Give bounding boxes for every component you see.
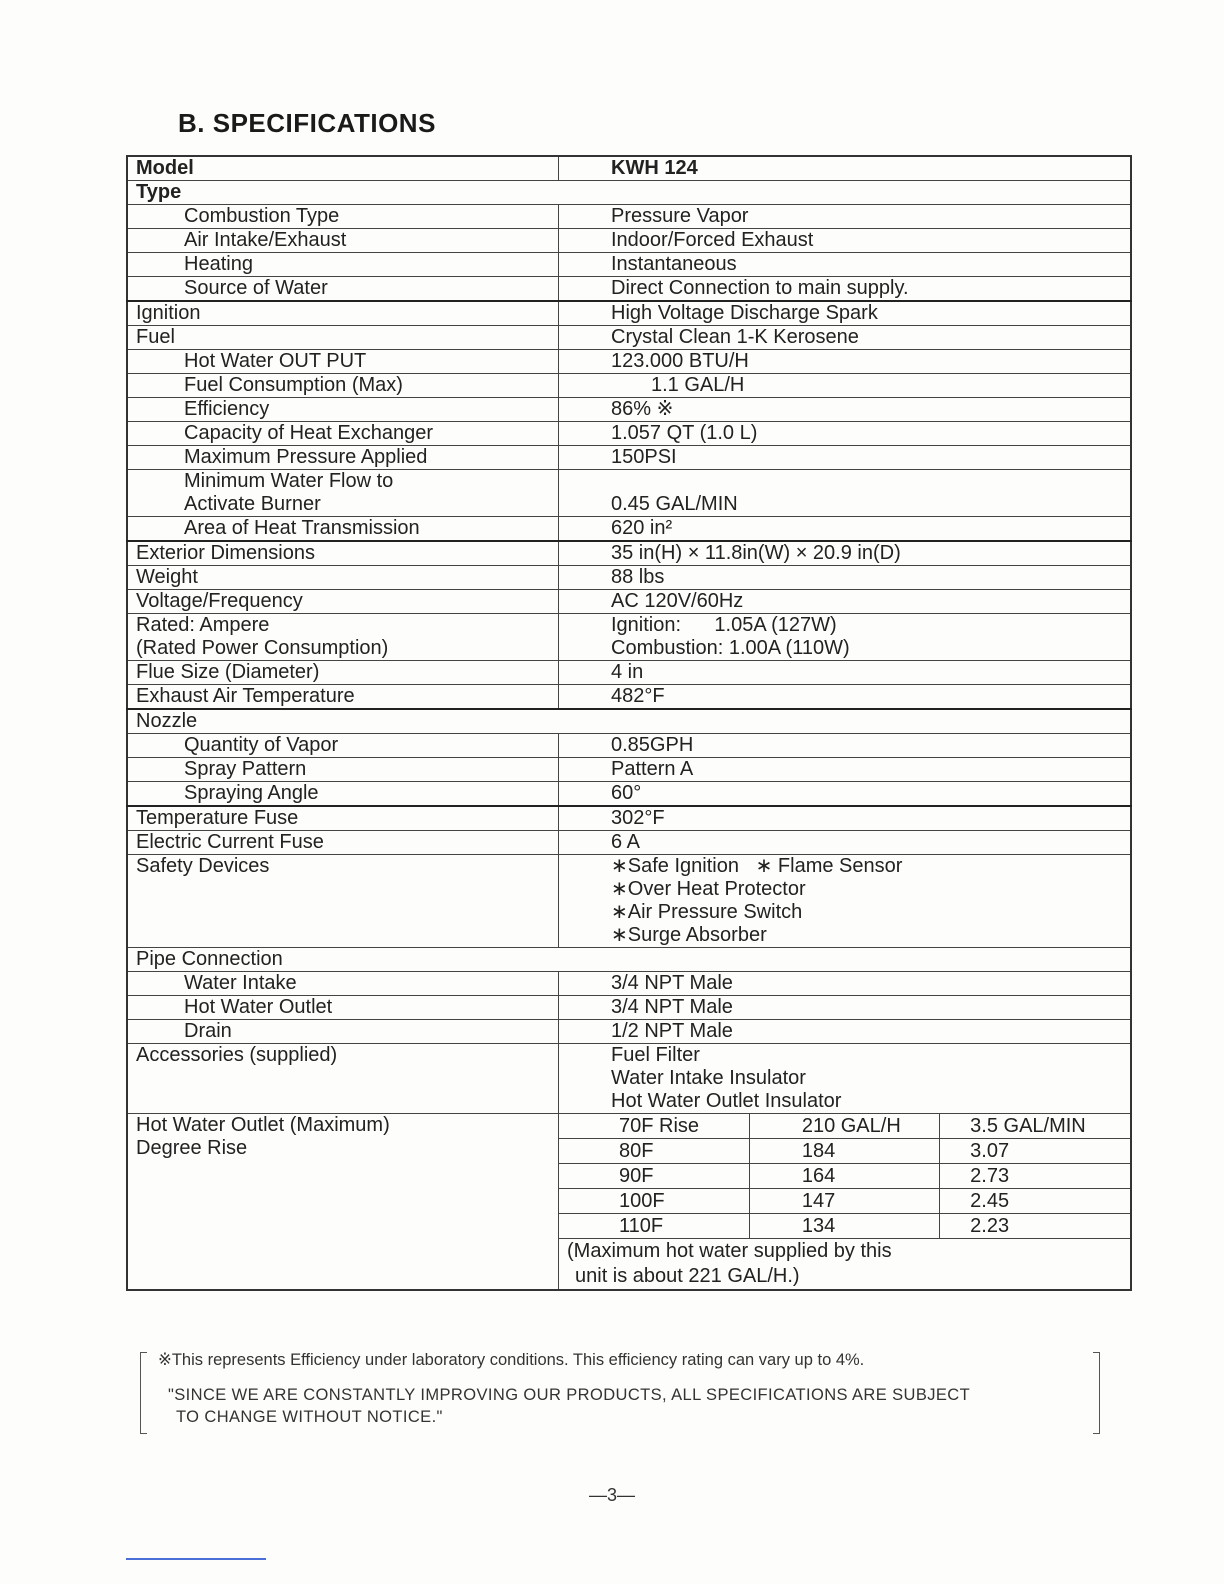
row-label: Quantity of Vapor <box>127 734 559 758</box>
row-label: Accessories (supplied) <box>127 1044 559 1114</box>
table-row <box>127 806 1131 831</box>
rise-note-line: (Maximum hot water supplied by this <box>567 1240 892 1262</box>
table-row <box>127 1114 1131 1291</box>
table-row <box>127 614 1131 661</box>
row-value: 1/2 NPT Male <box>559 1020 1132 1044</box>
row-value: 482°F <box>559 685 1132 710</box>
row-value: 123.000 BTU/H <box>559 350 1132 374</box>
row-value-list <box>559 1044 1132 1114</box>
table-row <box>127 470 1131 517</box>
table-row <box>127 855 1131 948</box>
row-label-line: Rated: Ampere <box>136 614 270 636</box>
list-item: ∗Surge Absorber <box>611 924 767 946</box>
row-label: Ignition <box>127 301 559 326</box>
rise-temp: 110F <box>559 1214 749 1239</box>
row-value: 620 in² <box>559 517 1132 542</box>
row-label: Safety Devices <box>127 855 559 948</box>
table-row <box>127 590 1131 614</box>
left-bracket <box>140 1352 147 1434</box>
table-row <box>127 685 1131 710</box>
row-value-list <box>559 855 1132 948</box>
rise-row <box>559 1114 1130 1139</box>
rise-gal-per-hour: 184 <box>749 1139 939 1164</box>
row-value: High Voltage Discharge Spark <box>559 301 1132 326</box>
section-label-pipe: Pipe Connection <box>127 948 1131 972</box>
row-label: Source of Water <box>127 277 559 302</box>
row-value: Instantaneous <box>559 253 1132 277</box>
table-row <box>127 301 1131 326</box>
row-value: 1.1 GAL/H <box>559 374 1132 398</box>
row-label: Fuel Consumption (Max) <box>127 374 559 398</box>
row-value-line: Ignition: 1.05A (127W) <box>611 614 837 636</box>
table-row <box>127 374 1131 398</box>
row-label <box>127 614 559 661</box>
row-label-line: Minimum Water Flow to <box>184 470 394 492</box>
row-label-model: Model <box>127 156 559 181</box>
table-row <box>127 156 1131 181</box>
table-row <box>127 1020 1131 1044</box>
row-label: Temperature Fuse <box>127 806 559 831</box>
row-label: Fuel <box>127 326 559 350</box>
row-value <box>559 614 1132 661</box>
disclaimer-line: "SINCE WE ARE CONSTANTLY IMPROVING OUR PRODUCTS, ALL SPECIFICATIONS ARE SUBJECT <box>168 1386 971 1404</box>
list-item: ∗Air Pressure Switch <box>611 901 803 923</box>
row-value: 88 lbs <box>559 566 1132 590</box>
table-row <box>127 541 1131 566</box>
row-value: 4 in <box>559 661 1132 685</box>
page-number: —3— <box>588 1485 635 1505</box>
row-label: Heating <box>127 253 559 277</box>
table-row <box>127 181 1131 205</box>
table-row <box>127 205 1131 229</box>
table-row <box>127 661 1131 685</box>
row-value: 1.057 QT (1.0 L) <box>559 422 1132 446</box>
row-label: Efficiency <box>127 398 559 422</box>
efficiency-footnote: ※This represents Efficiency under laboratory conditions. This efficiency rating can vary up to 4%. <box>158 1351 865 1369</box>
rise-row <box>559 1164 1130 1189</box>
rise-gal-per-hour: 164 <box>749 1164 939 1189</box>
row-value: 86% ※ <box>559 398 1132 422</box>
row-value: 3/4 NPT Male <box>559 972 1132 996</box>
table-row <box>127 782 1131 807</box>
list-item: Fuel Filter <box>611 1044 700 1066</box>
rise-temp: 100F <box>559 1189 749 1214</box>
rise-row <box>559 1214 1130 1239</box>
scan-artifact-line <box>126 1558 266 1560</box>
table-row <box>127 253 1131 277</box>
rise-row <box>559 1139 1130 1164</box>
table-row <box>127 972 1131 996</box>
rise-note-line: unit is about 221 GAL/H.) <box>575 1265 800 1287</box>
table-row <box>127 566 1131 590</box>
list-item: Water Intake Insulator <box>611 1067 806 1089</box>
table-row <box>127 277 1131 302</box>
rise-gal-per-min: 2.45 <box>940 1189 1130 1214</box>
rise-gal-per-min: 2.73 <box>940 1164 1130 1189</box>
disclaimer-line: TO CHANGE WITHOUT NOTICE." <box>176 1408 443 1426</box>
section-label-type: Type <box>127 181 1131 205</box>
table-row <box>127 709 1131 734</box>
list-item: ∗Over Heat Protector <box>611 878 806 900</box>
table-row <box>127 996 1131 1020</box>
row-label <box>127 1114 559 1291</box>
row-value-line: Combustion: 1.00A (110W) <box>611 637 850 659</box>
row-value: AC 120V/60Hz <box>559 590 1132 614</box>
row-label: Exhaust Air Temperature <box>127 685 559 710</box>
section-label-nozzle: Nozzle <box>127 709 1131 734</box>
row-value: 302°F <box>559 806 1132 831</box>
row-value: 6 A <box>559 831 1132 855</box>
row-label: Electric Current Fuse <box>127 831 559 855</box>
row-label-line: Degree Rise <box>136 1137 248 1159</box>
row-value: 60° <box>559 782 1132 807</box>
table-row <box>127 831 1131 855</box>
row-value: 0.45 GAL/MIN <box>559 470 1132 517</box>
row-value: Crystal Clean 1-K Kerosene <box>559 326 1132 350</box>
rise-gal-per-min: 2.23 <box>940 1214 1130 1239</box>
list-item: ∗Safe Ignition ∗ Flame Sensor <box>611 855 903 877</box>
row-label: Weight <box>127 566 559 590</box>
rise-gal-per-hour: 147 <box>749 1189 939 1214</box>
table-row <box>127 1044 1131 1114</box>
row-label: Hot Water OUT PUT <box>127 350 559 374</box>
table-row <box>127 422 1131 446</box>
table-row <box>127 326 1131 350</box>
row-label: Combustion Type <box>127 205 559 229</box>
row-label: Spray Pattern <box>127 758 559 782</box>
table-row <box>127 446 1131 470</box>
row-value: Indoor/Forced Exhaust <box>559 229 1132 253</box>
row-value: Pattern A <box>559 758 1132 782</box>
degree-rise-table <box>559 1114 1130 1289</box>
row-label: Voltage/Frequency <box>127 590 559 614</box>
table-row <box>127 350 1131 374</box>
row-value: 150PSI <box>559 446 1132 470</box>
row-value: 35 in(H) × 11.8in(W) × 20.9 in(D) <box>559 541 1132 566</box>
row-label: Drain <box>127 1020 559 1044</box>
row-label <box>127 470 559 517</box>
right-bracket <box>1093 1352 1100 1434</box>
rise-temp: 90F <box>559 1164 749 1189</box>
row-label: Exterior Dimensions <box>127 541 559 566</box>
row-label-line: Hot Water Outlet (Maximum) <box>136 1114 390 1136</box>
table-row <box>127 758 1131 782</box>
row-label: Air Intake/Exhaust <box>127 229 559 253</box>
rise-gal-per-hour: 134 <box>749 1214 939 1239</box>
footnotes <box>140 1350 1100 1434</box>
rise-note-row <box>559 1239 1130 1290</box>
row-label: Area of Heat Transmission <box>127 517 559 542</box>
table-row <box>127 948 1131 972</box>
rise-gal-per-min: 3.07 <box>940 1139 1130 1164</box>
row-label: Capacity of Heat Exchanger <box>127 422 559 446</box>
row-label: Spraying Angle <box>127 782 559 807</box>
table-row <box>127 398 1131 422</box>
row-label-line: (Rated Power Consumption) <box>136 637 389 659</box>
row-label: Maximum Pressure Applied <box>127 446 559 470</box>
degree-rise-cell <box>559 1114 1132 1291</box>
row-label-line: Activate Burner <box>184 493 321 515</box>
list-item: Hot Water Outlet Insulator <box>611 1090 842 1112</box>
row-label: Flue Size (Diameter) <box>127 661 559 685</box>
row-label: Water Intake <box>127 972 559 996</box>
table-row <box>127 734 1131 758</box>
row-label: Hot Water Outlet <box>127 996 559 1020</box>
table-row <box>127 517 1131 542</box>
rise-gal-per-min: 3.5 GAL/MIN <box>940 1114 1130 1139</box>
rise-temp: 70F Rise <box>559 1114 749 1139</box>
rise-note <box>559 1239 1130 1290</box>
rise-temp: 80F <box>559 1139 749 1164</box>
row-value: Direct Connection to main supply. <box>559 277 1132 302</box>
row-value-model: KWH 124 <box>559 156 1132 181</box>
specifications-table <box>126 155 1132 1291</box>
rise-gal-per-hour: 210 GAL/H <box>749 1114 939 1139</box>
rise-row <box>559 1189 1130 1214</box>
row-value: Pressure Vapor <box>559 205 1132 229</box>
row-value: 3/4 NPT Male <box>559 996 1132 1020</box>
row-value: 0.85GPH <box>559 734 1132 758</box>
table-row <box>127 229 1131 253</box>
page-title: B. SPECIFICATIONS <box>178 108 436 138</box>
